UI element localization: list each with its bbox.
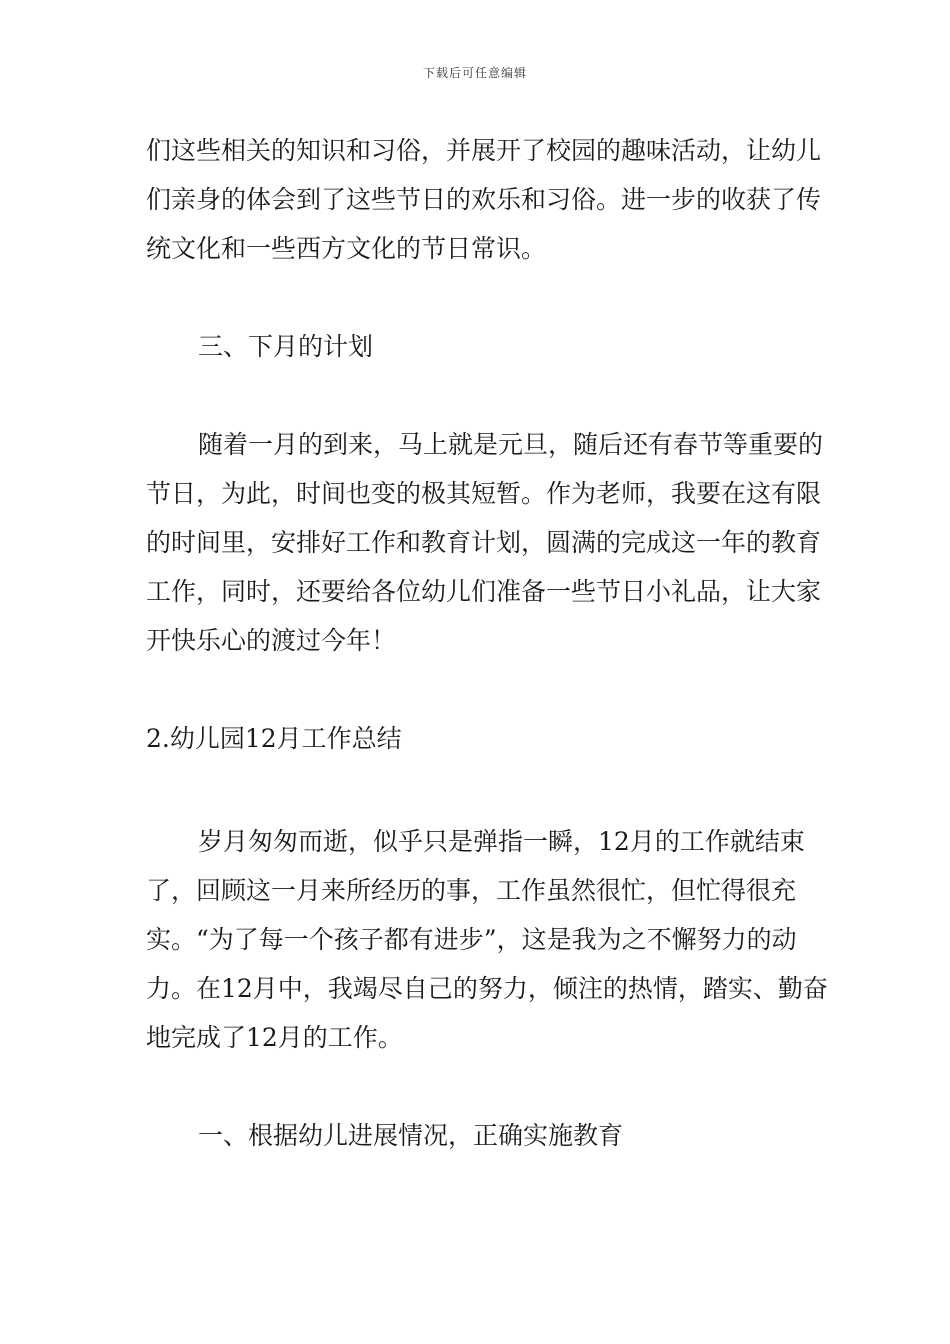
section-heading-next-month-plan: 三、下月的计划	[198, 332, 374, 361]
paragraph-gap	[146, 665, 836, 714]
paragraph-plan: 随着一月的到来，马上就是元旦，随后还有春节等重要的节日，为此，时间也变的极其短暂。作为老师，我要在这有限的时间里，安排好工作和教育计划，圆满的完成这一年的教育工作，同时，还要给各位幼儿们准备一些节日小礼品，让大家开快乐心的渡过今年！	[146, 430, 824, 655]
paragraph-gap	[146, 273, 836, 322]
paragraph-continuation: 们这些相关的知识和习俗，并展开了校园的趣味活动，让幼儿们亲身的体会到了这些节日的欢乐和习俗。进一步的收获了传统文化和一些西方文化的节日常识。	[146, 136, 822, 263]
page-header: 下载后可任意编辑	[422, 66, 527, 80]
paragraph-summary-intro: 岁月匆匆而逝，似乎只是弹指一瞬，12月的工作就结束了，回顾这一月来所经历的事，工作虽然很忙，但忙得很充实。“为了每一个孩子都有进步”，这是我为之不懈努力的动力。在12月中，我竭尽自己的努力，倾注的热情，踏实、勤奋地完成了12月的工作。	[146, 827, 828, 1052]
paragraph-gap	[146, 763, 836, 817]
paragraph-gap	[146, 371, 836, 420]
document-body	[146, 126, 836, 1160]
document-title-december-summary: 2.幼儿园12月工作总结	[146, 724, 402, 753]
paragraph-gap	[146, 1062, 836, 1111]
section-heading-education: 一、根据幼儿进展情况，正确实施教育	[198, 1121, 624, 1150]
